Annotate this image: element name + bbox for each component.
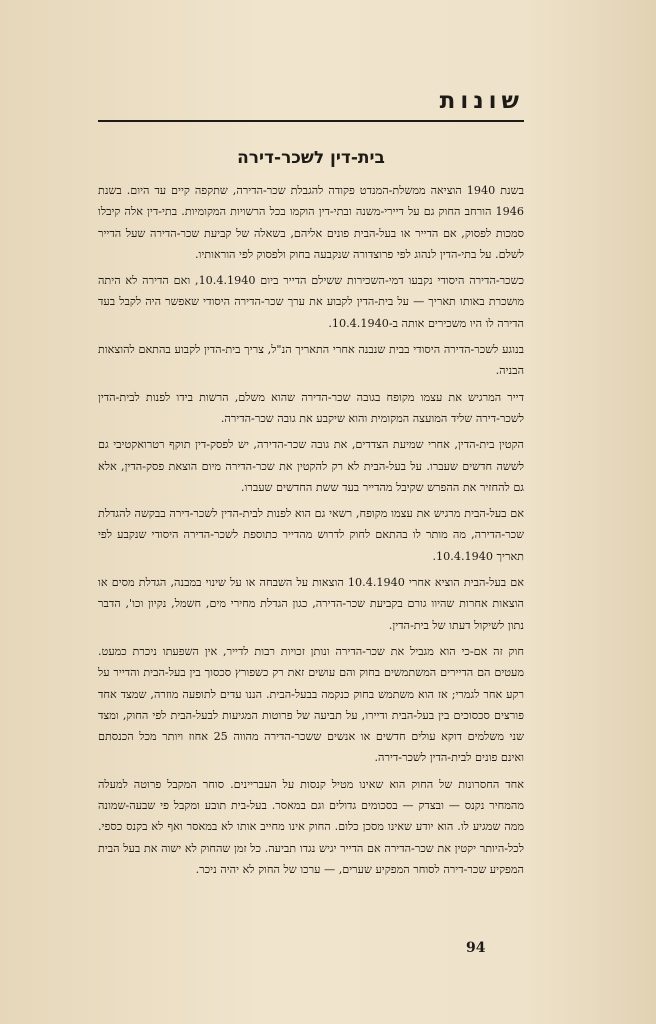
paragraph: אם בעל-הבית הוציא אחרי 10.4.1940 הוצאות על השבחה או על שינוי במבנה, הגדלת מסים או הוצאות אחרות שהיוו גורם בקביעת שכר-הדירה, כגון הגדלת מחירי מים, חשמל, נקיון וכו', הדבר נתון לשיקול דעתו של בית-הדין. — [98, 576, 525, 632]
paragraph: דייר המרגיש את עצמו מקופח בגובה שכר-הדירה שהוא משלם, הרשות בידו לפנות לבית-הדין לשכר-דירה שליד המועצה המקומית והוא שיקבע את גובה שכר-הדירה. — [98, 390, 524, 425]
section-title: שונות — [439, 88, 524, 114]
paragraph: אחד החסרונות של החוק הוא שאינו מטיל קנסות על העבריינים. סוחר המקבל פרוטה למעלה מהמחיר נקנס — ובצדק — בסכומים גדולים וגם במאסר. בעל-בית תובע ומקבל פי שבעה-שמונה ממה שמגיע לו. הוא יודע שאינו מסכן כלום. החוק אינו מחייב אותו לא במאסר ואף לא בקנס כספי. לכל-היותר יקטין את שכר-הדירה אם הדייר יגיש נגדו תביעה. כל זמן שהחוק לא ישוה את בעל הבית המפקיע שכר-דירה לסוחר המפקיע שערים, — ערכו של החוק לא יהיה ניכר. — [98, 777, 524, 876]
paragraph: בנוגע לשכר-הדירה היסודי בבית שנבנה אחרי התאריך הנ"ל, צריך בית-הדין לקבוע בהתאם להוצאות הבניה. — [98, 343, 524, 378]
paragraph: כשכר-הדירה היסודי נקבעו דמי-השכירות ששילם הדייר ביום 10.4.1940, ואם הדירה לא היתה מושכרת באותו תאריך — על בית-הדין לקבוע את ערך שכר-הדירה היסודי שאפשר היה לקבל בעד הדירה לו היו משכירים אותה ב-10.4.1940. — [98, 274, 525, 330]
paragraph: חוק זה אם-כי הוא מגביל את שכר-הדירה ונותן זכויות רבות לדייר, אין השפעתו ניכרת כמעט. מעטים הם הדיירים המשתמשים בחוק והם עושים זאת רק כשפורץ סכסוך בין בעל-הבית והדייר על רקע אחר לגמרי; אז הוא משתמש בחוק כנקמה בבעל-הבית. הננו עדים לתופעה מוזרה, שמצד אחד פורצים סכסוכים בין בעל-הבית ודיירו, על תביעה של פרוטות המגיעות לבעל-הבית לפי החוק, ומצד שני משלמים דוקא עולים חדשים או אנשים ששכר-הדירה מהווה 25 אחוז ויותר מכל הכנסתם ואינם פונים לבית-הדין לשכר-דירה. — [98, 644, 524, 765]
article-title: בית-דין לשכר-דירה — [237, 148, 385, 168]
article-body — [98, 180, 524, 885]
paragraph: הקטין בית-הדין, אחרי שמיעת הצדדים, את גובה שכר-הדירה, יש לפסק-דין תוקף רטרואקטיבי גם לששה חדשים שעברו. על בעל-הבית לא רק להקטין את שכר-הדירה מיום הוצאת פסק-הדין, אלא גם להחזיר את ההפרש שקיבל מהדייר בעד ששת החדשים שעברו. — [98, 438, 524, 494]
section-header — [98, 86, 524, 122]
page-number: 94 — [466, 940, 486, 956]
paragraph: בשנת 1940 הוציאה ממשלת-המנדט פקודה להגבלת שכר-הדירה, שתקפה קיים עד היום. בשנת 1946 הורחב החוק גם על דיירי-משנה ובתי-דין הוקמו בכל הרשויות המקומיות. בתי-דין אלה קיבלו סמכות לפסוק, אם הדייר או בעל-הבית פונים אליהם, בשאלה של קביעת שכר-הדירה שעל הדייר לשלם. על בתי-הדין לנהוג לפי פרוצדורה שנקבעה בחוק ולפסוק לפי הוראותיו. — [98, 184, 524, 261]
paragraph: אם בעל-הבית מרגיש את עצמו מקופח, רשאי גם הוא לפנות לבית-הדין לשכר-דירה בבקשה להגדלת שכר-הדירה, מה מותר לו בהתאם לחוק לדרוש מהדייר כתוספת לשכר-הדירה היסודי שנקבע לפי תאריך 10.4.1940. — [98, 507, 524, 563]
